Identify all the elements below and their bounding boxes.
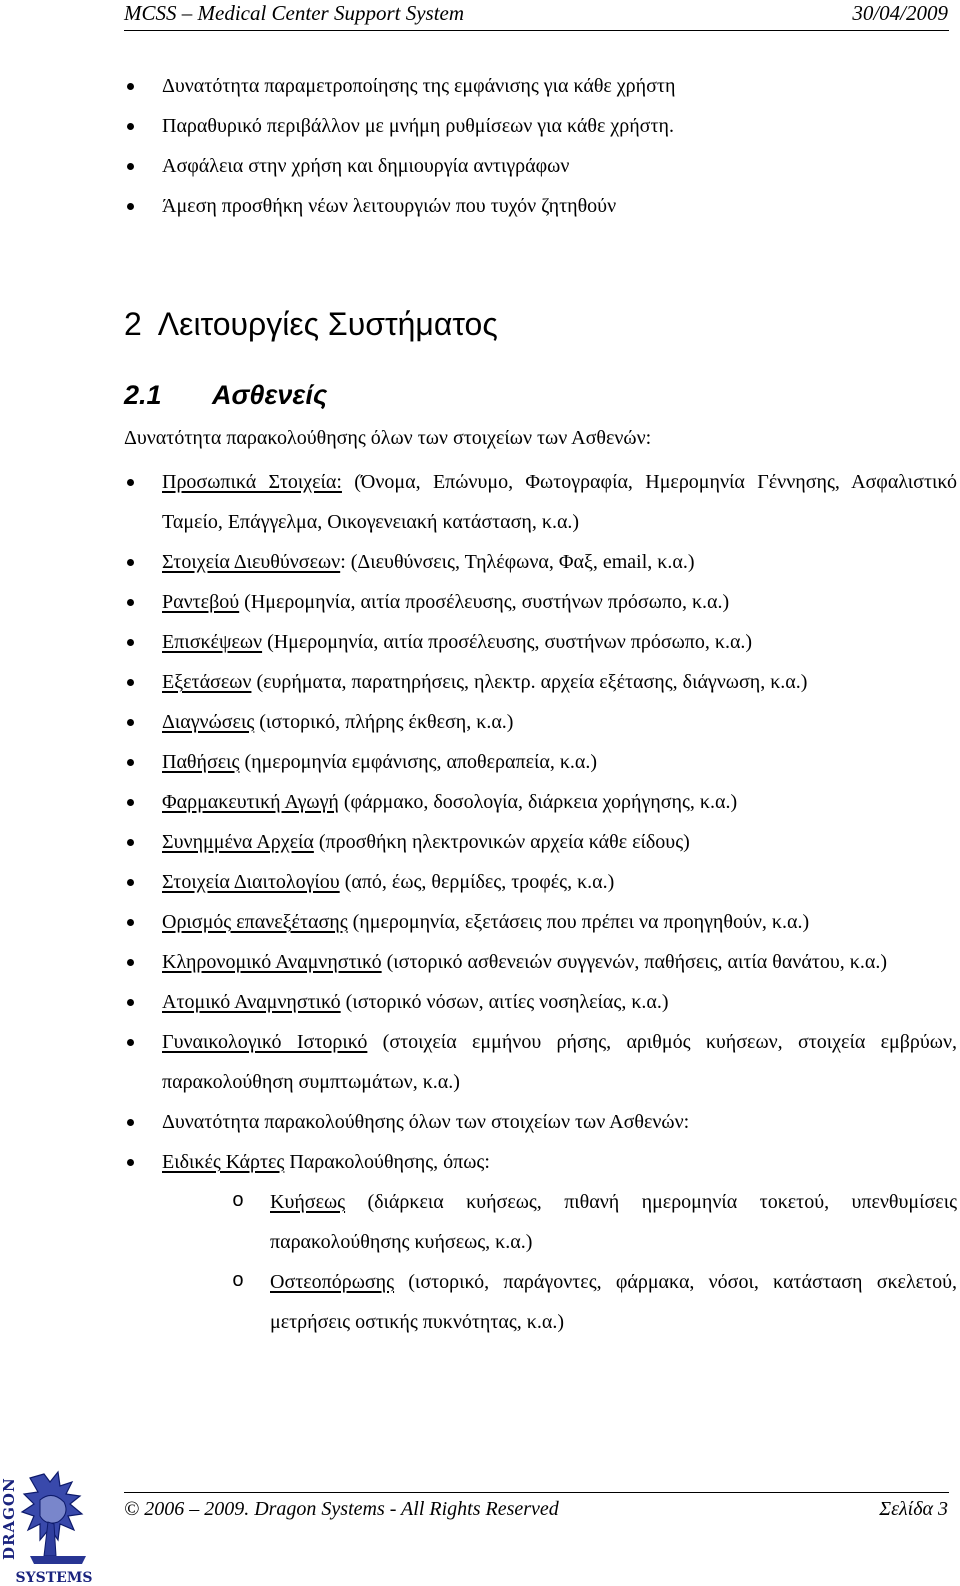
item-term: Παθήσεις — [162, 751, 240, 773]
list-item — [124, 1142, 957, 1342]
item-term: Στοιχεία Διευθύνσεων — [162, 551, 341, 573]
list-item: Άμεση προσθήκη νέων λειτουργιών που τυχόν ζητηθούν — [124, 186, 957, 226]
sublist-item — [162, 1182, 957, 1262]
item-term: Στοιχεία Διαιτολογίου — [162, 871, 340, 893]
item-desc: : (Διευθύνσεις, Τηλέφωνα, Φαξ, email, κ.α.) — [340, 551, 695, 573]
list-item — [124, 622, 957, 662]
item-desc: (ιστορικό, πλήρης έκθεση, κ.α.) — [254, 711, 514, 733]
logo-bottom-text: SYSTEMS — [15, 1570, 93, 1586]
item-desc: Δυνατότητα παρακολούθησης όλων των στοιχείων των Ασθενών: — [162, 1111, 690, 1133]
sublist-item — [162, 1262, 957, 1342]
item-term: Οστεοπόρωσης — [270, 1271, 395, 1293]
section-number: 2 — [124, 306, 142, 342]
footer-rule — [124, 1492, 949, 1493]
item-desc: (ιστορικό νόσων, αιτίες νοσηλείας, κ.α.) — [340, 991, 669, 1013]
header-date: 30/04/2009 — [852, 1, 948, 25]
item-term: Ατομικό Αναμνηστικό — [162, 991, 341, 1013]
item-desc: (Ημερομηνία, αιτία προσέλευσης, συστήνων πρόσωπο, κ.α.) — [262, 631, 753, 653]
item-term: Κληρονομικό Αναμνηστικό — [162, 951, 382, 973]
item-term: Εξετάσεων — [162, 671, 252, 693]
list-item — [124, 662, 957, 702]
item-term: Διαγνώσεις — [162, 711, 255, 733]
subsection-number: 2.1 — [124, 380, 162, 410]
header-rule — [124, 30, 949, 31]
item-desc: (ημερομηνία εμφάνισης, αποθεραπεία, κ.α.) — [239, 751, 598, 773]
list-item — [124, 862, 957, 902]
logo-vertical-text: DRAGON — [0, 1477, 18, 1560]
item-term: Γυναικολογικό Ιστορικό — [162, 1031, 368, 1053]
section-heading — [124, 306, 498, 343]
features-list — [124, 462, 957, 1342]
item-term: Κυήσεως — [270, 1191, 346, 1213]
item-desc: (από, έως, θερμίδες, τροφές, κ.α.) — [339, 871, 615, 893]
item-desc: (φάρμακο, δοσολογία, διάρκεια χορήγησης, κ.α.) — [338, 791, 738, 813]
intro-text: Δυνατότητα παρακολούθησης όλων των στοιχείων των Ασθενών: — [124, 427, 652, 449]
list-item — [124, 462, 957, 542]
item-desc: Παρακολούθησης, όπως: — [284, 1151, 490, 1173]
list-item — [124, 1102, 957, 1142]
top-bullet-list — [124, 66, 957, 226]
page-footer — [0, 1460, 960, 1586]
item-desc: (ημερομηνία, εξετάσεις που πρέπει να προηγηθούν, κ.α.) — [347, 911, 810, 933]
section-title: Λειτουργίες Συστήματος — [157, 306, 498, 342]
footer-page-number: Σελίδα 3 — [879, 1498, 948, 1520]
page-header — [0, 0, 960, 28]
list-item — [124, 982, 957, 1022]
item-desc: (διάρκεια κυήσεως, πιθανή ημερομηνία τοκετού, υπενθυμίσεις παρακολούθησης κυήσεως, κ.α.) — [270, 1191, 957, 1253]
top-bullet-section — [124, 66, 957, 226]
list-item — [124, 902, 957, 942]
patients-section — [124, 418, 957, 1342]
list-item: Ασφάλεια στην χρήση και δημιουργία αντιγράφων — [124, 146, 957, 186]
item-term: Ραντεβού — [162, 591, 240, 613]
item-term: Προσωπικά Στοιχεία: — [162, 471, 342, 493]
header-title: MCSS – Medical Center Support System — [124, 1, 465, 25]
list-item — [124, 1022, 957, 1102]
item-desc: (Ημερομηνία, αιτία προσέλευσης, συστήνων πρόσωπο, κ.α.) — [239, 591, 730, 613]
item-desc: (Όνομα, Επώνυμο, Φωτογραφία, Ημερομηνία Γέννησης, Ασφαλιστικό Ταμείο, Επάγγελμα, Οικογενειακή κατάσταση, κ.α.) — [162, 471, 958, 533]
subsection-heading — [124, 380, 327, 411]
item-desc: (ιστορικό ασθενειών συγγενών, παθήσεις, αιτία θανάτου, κ.α.) — [381, 951, 888, 973]
item-term: Ειδικές Κάρτες — [162, 1151, 285, 1173]
list-item: Δυνατότητα παραμετροποίησης της εμφάνισης για κάθε χρήστη — [124, 66, 957, 106]
item-term: Ορισμός επανεξέτασης — [162, 911, 348, 933]
item-term: Επισκέψεων — [162, 631, 263, 653]
list-item — [124, 942, 957, 982]
cards-sublist — [162, 1182, 957, 1342]
list-item — [124, 782, 957, 822]
list-item — [124, 582, 957, 622]
footer-copyright: © 2006 – 2009. Dragon Systems - All Rights Reserved — [124, 1498, 559, 1520]
item-desc: (στοιχεία εμμήνου ρήσης, αριθμός κυήσεων, στοιχεία εμβρύων, παρακολούθηση συμπτωμάτων, κ.α.) — [162, 1031, 957, 1093]
item-term: Συνημμένα Αρχεία — [162, 831, 314, 853]
list-item: Παραθυρικό περιβάλλον με μνήμη ρυθμίσεων για κάθε χρήστη. — [124, 106, 957, 146]
item-desc: (ευρήματα, παρατηρήσεις, ηλεκτρ. αρχεία εξέτασης, διάγνωση, κ.α.) — [251, 671, 808, 693]
item-term: Φαρμακευτική Αγωγή — [162, 791, 339, 813]
list-item — [124, 742, 957, 782]
list-item — [124, 822, 957, 862]
item-desc: (ιστορικό, παράγοντες, φάρμακα, νόσοι, κατάσταση σκελετού, μετρήσεις οστικής πυκνότητας, κ.α.) — [270, 1271, 957, 1333]
list-item — [124, 702, 957, 742]
subsection-title: Ασθενείς — [212, 380, 328, 410]
dragon-systems-logo — [0, 1460, 108, 1586]
item-desc: (προσθήκη ηλεκτρονικών αρχεία κάθε είδους) — [313, 831, 690, 853]
list-item — [124, 542, 957, 582]
